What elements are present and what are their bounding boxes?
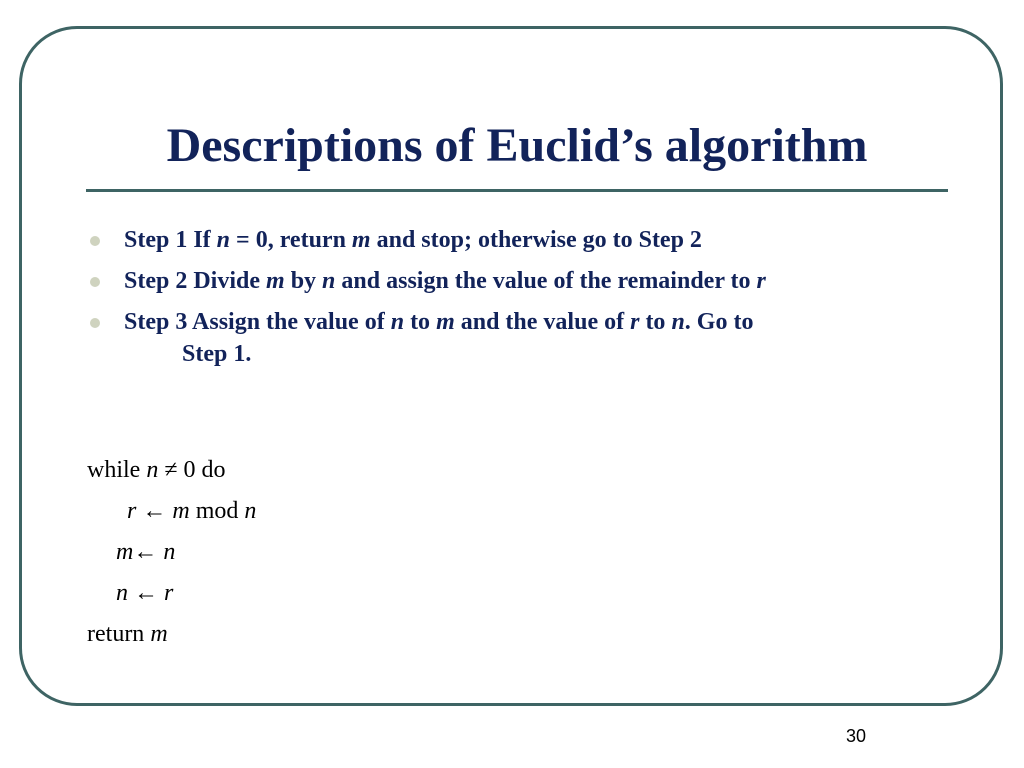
step-3: [86, 306, 916, 370]
code-line-assign-m: m← n: [116, 539, 176, 565]
step-2: [86, 265, 916, 297]
bullet-icon: [90, 277, 100, 287]
step-1: [86, 224, 916, 256]
page-number: 30: [846, 726, 867, 746]
slide-title: Descriptions of Euclid’s algorithm: [166, 119, 868, 172]
step-1-text: Step 1 If n = 0, return m and stop; otherwise go to Step 2: [124, 227, 702, 253]
step-list: [86, 224, 916, 379]
code-line-assign-n: n ← r: [116, 580, 174, 606]
code-line-remainder: r ← m mod n: [127, 498, 257, 524]
code-line-return: return m: [87, 621, 168, 647]
bullet-icon: [90, 236, 100, 246]
step-3-continuation: Step 1.: [182, 341, 252, 367]
step-3-text: Step 3 Assign the value of n to m and the value of r to n. Go to: [124, 309, 754, 335]
step-2-text: Step 2 Divide m by n and assign the value of the remainder to r: [124, 268, 766, 294]
pseudocode-block: [87, 454, 256, 659]
title-divider: [86, 189, 948, 192]
bullet-icon: [90, 318, 100, 328]
code-line-while: while n ≠ 0 do: [87, 457, 226, 483]
